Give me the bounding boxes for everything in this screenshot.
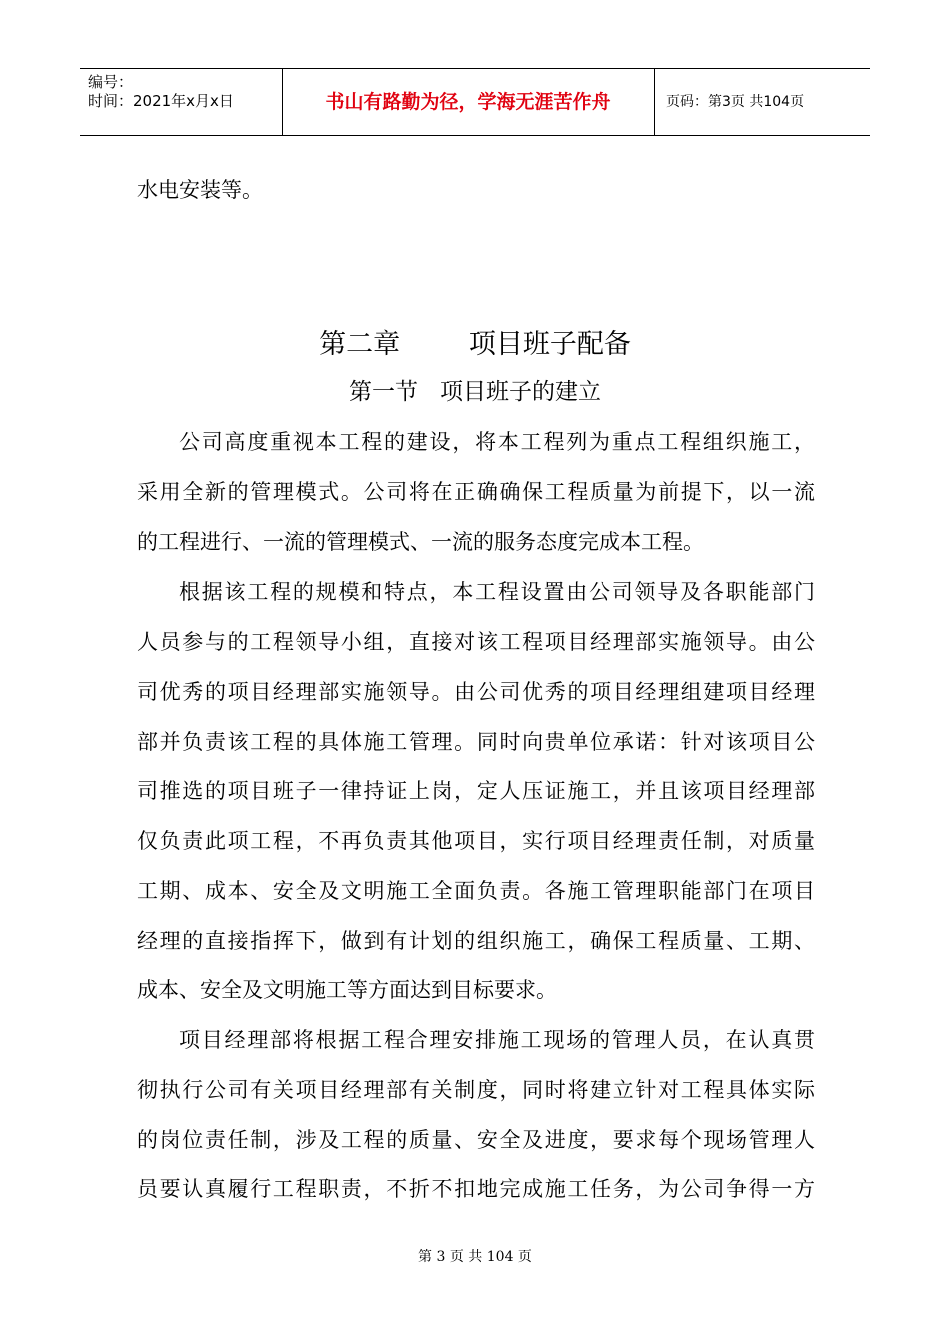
header-page-info: 页码：第3页 共104页 — [666, 94, 805, 110]
header-date-label: 时间：2021年x月x日 — [88, 92, 234, 110]
page-footer: 第 3 页 共 104 页 — [418, 1249, 532, 1265]
document-header — [80, 68, 870, 136]
paragraph-line: 员要认真履行工程职责，不折不扣地完成施工任务，为公司争得一方 — [137, 1177, 815, 1201]
paragraph-line: 彻执行公司有关项目经理部有关制度，同时将建立针对工程具体实际 — [137, 1078, 815, 1102]
header-number-label: 编号： — [88, 73, 134, 91]
paragraph-line: 根据该工程的规模和特点，本工程设置由公司领导及各职能部门 — [179, 580, 815, 604]
section-title: 第一节 项目班子的建立 — [349, 379, 601, 405]
paragraph-line: 经理的直接指挥下，做到有计划的组织施工，确保工程质量、工期、 — [137, 929, 815, 953]
paragraph-line: 司推选的项目班子一律持证上岗，定人压证施工，并且该项目经理部 — [137, 779, 815, 803]
paragraph-line: 成本、安全及文明施工等方面达到目标要求。 — [137, 978, 557, 1002]
header-meta — [88, 73, 283, 111]
paragraph-line: 仅负责此项工程，不再负责其他项目，实行项目经理责任制，对质量 — [137, 829, 815, 853]
opening-fragment: 水电安装等。 — [137, 178, 263, 202]
paragraph-line: 项目经理部将根据工程合理安排施工现场的管理人员，在认真贯 — [179, 1028, 815, 1052]
paragraph-line: 公司高度重视本工程的建设，将本工程列为重点工程组织施工， — [179, 430, 815, 454]
paragraph-line: 司优秀的项目经理部实施领导。由公司优秀的项目经理组建项目经理 — [137, 680, 815, 704]
paragraph-line: 部并负责该工程的具体施工管理。同时向贵单位承诺：针对该项目公 — [137, 730, 815, 754]
paragraph-line: 的工程进行、一流的管理模式、一流的服务态度完成本工程。 — [137, 530, 704, 554]
paragraph-line: 的岗位责任制，涉及工程的质量、安全及进度，要求每个现场管理人 — [137, 1128, 815, 1152]
chapter-title: 第二章 项目班子配备 — [319, 329, 631, 360]
paragraph-line: 采用全新的管理模式。公司将在正确确保工程质量为前提下，以一流 — [137, 480, 815, 504]
header-motto: 书山有路勤为径，学海无涯苦作舟 — [325, 91, 611, 113]
paragraph-line: 工期、成本、安全及文明施工全面负责。各施工管理职能部门在项目 — [137, 879, 815, 903]
paragraph-line: 人员参与的工程领导小组，直接对该工程项目经理部实施领导。由公 — [137, 630, 815, 654]
header-divider-right — [654, 69, 655, 135]
